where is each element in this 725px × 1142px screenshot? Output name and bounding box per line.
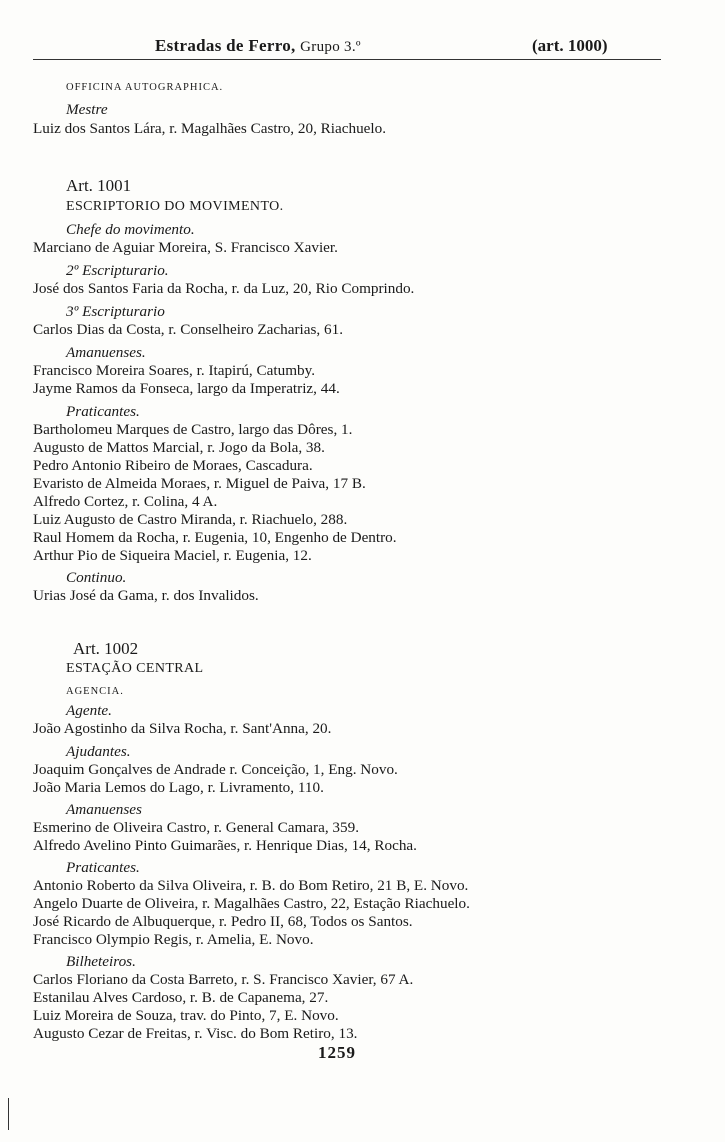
entry-line: Evaristo de Almeida Moraes, r. Miguel de Paiva, 17 B.: [33, 475, 366, 492]
running-title: [155, 36, 361, 56]
entry-line: Urias José da Gama, r. dos Invalidos.: [33, 587, 259, 604]
margin-mark: [8, 1098, 9, 1130]
group-label: Grupo 3.º: [300, 39, 361, 55]
running-title-text: Estradas de Ferro,: [155, 36, 296, 55]
entry-line: Pedro Antonio Ribeiro de Moraes, Cascadura.: [33, 457, 313, 474]
role-heading: Mestre: [66, 101, 108, 118]
entry-line: Alfredo Cortez, r. Colina, 4 A.: [33, 493, 218, 510]
role-heading: 2º Escripturario.: [66, 262, 169, 279]
entry-line: Carlos Floriano da Costa Barreto, r. S. Francisco Xavier, 67 A.: [33, 971, 414, 988]
entry-line: Raul Homem da Rocha, r. Eugenia, 10, Engenho de Dentro.: [33, 529, 397, 546]
entry-line: Esmerino de Oliveira Castro, r. General Camara, 359.: [33, 819, 360, 836]
entry-line: Arthur Pio de Siqueira Maciel, r. Eugenia, 12.: [33, 547, 312, 564]
running-header: [0, 34, 725, 60]
entry-line: Luiz dos Santos Lára, r. Magalhães Castro, 20, Riachuelo.: [33, 120, 387, 137]
section-heading: ESCRIPTORIO DO MOVIMENTO.: [66, 199, 284, 214]
header-rule: [33, 59, 661, 60]
entry-line: Marciano de Aguiar Moreira, S. Francisco Xavier.: [33, 239, 338, 256]
role-heading: 3º Escripturario: [66, 303, 165, 320]
entry-line: José dos Santos Faria da Rocha, r. da Luz, 20, Rio Comprindo.: [33, 280, 415, 297]
entry-line: Bartholomeu Marques de Castro, largo das Dôres, 1.: [33, 421, 353, 438]
role-heading: Agente.: [66, 702, 112, 719]
role-heading: Praticantes.: [66, 859, 140, 876]
entry-line: José Ricardo de Albuquerque, r. Pedro II, 68, Todos os Santos.: [33, 913, 413, 930]
entry-line: Francisco Olympio Regis, r. Amelia, E. Novo.: [33, 931, 314, 948]
entry-line: Augusto de Mattos Marcial, r. Jogo da Bola, 38.: [33, 439, 325, 456]
role-heading: Ajudantes.: [66, 743, 131, 760]
entry-line: Estanilau Alves Cardoso, r. B. de Capanema, 27.: [33, 989, 329, 1006]
section-heading: ESTAÇÃO CENTRAL: [66, 661, 204, 676]
entry-line: Joaquim Gonçalves de Andrade r. Conceição, 1, Eng. Novo.: [33, 761, 398, 778]
article-number: Art. 1001: [66, 176, 132, 195]
role-heading: Bilheteiros.: [66, 953, 136, 970]
role-heading: Amanuenses.: [66, 344, 146, 361]
entry-line: Alfredo Avelino Pinto Guimarães, r. Henrique Dias, 14, Rocha.: [33, 837, 417, 854]
entry-line: João Maria Lemos do Lago, r. Livramento, 110.: [33, 779, 324, 796]
entry-line: Jayme Ramos da Fonseca, largo da Imperatriz, 44.: [33, 380, 340, 397]
role-heading: Continuo.: [66, 569, 127, 586]
entry-line: Augusto Cezar de Freitas, r. Visc. do Bom Retiro, 13.: [33, 1025, 358, 1042]
page-number: 1259: [318, 1043, 356, 1062]
entry-line: Carlos Dias da Costa, r. Conselheiro Zacharias, 61.: [33, 321, 344, 338]
entry-line: Luiz Augusto de Castro Miranda, r. Riachuelo, 288.: [33, 511, 348, 528]
entry-line: Antonio Roberto da Silva Oliveira, r. B. do Bom Retiro, 21 B, E. Novo.: [33, 877, 469, 894]
role-heading: Amanuenses: [66, 801, 142, 818]
role-heading: Chefe do movimento.: [66, 221, 195, 238]
entry-line: João Agostinho da Silva Rocha, r. Sant'Anna, 20.: [33, 720, 332, 737]
entry-line: Francisco Moreira Soares, r. Itapirú, Catumby.: [33, 362, 316, 379]
role-heading: Praticantes.: [66, 403, 140, 420]
article-number: Art. 1002: [73, 639, 139, 658]
entry-line: Angelo Duarte de Oliveira, r. Magalhães Castro, 22, Estação Riachuelo.: [33, 895, 470, 912]
subsection-heading: AGENCIA.: [66, 686, 124, 697]
entry-line: Luiz Moreira de Souza, trav. do Pinto, 7, E. Novo.: [33, 1007, 339, 1024]
article-reference: (art. 1000): [532, 36, 608, 55]
section-heading: OFFICINA AUTOGRAPHICA.: [66, 82, 224, 93]
